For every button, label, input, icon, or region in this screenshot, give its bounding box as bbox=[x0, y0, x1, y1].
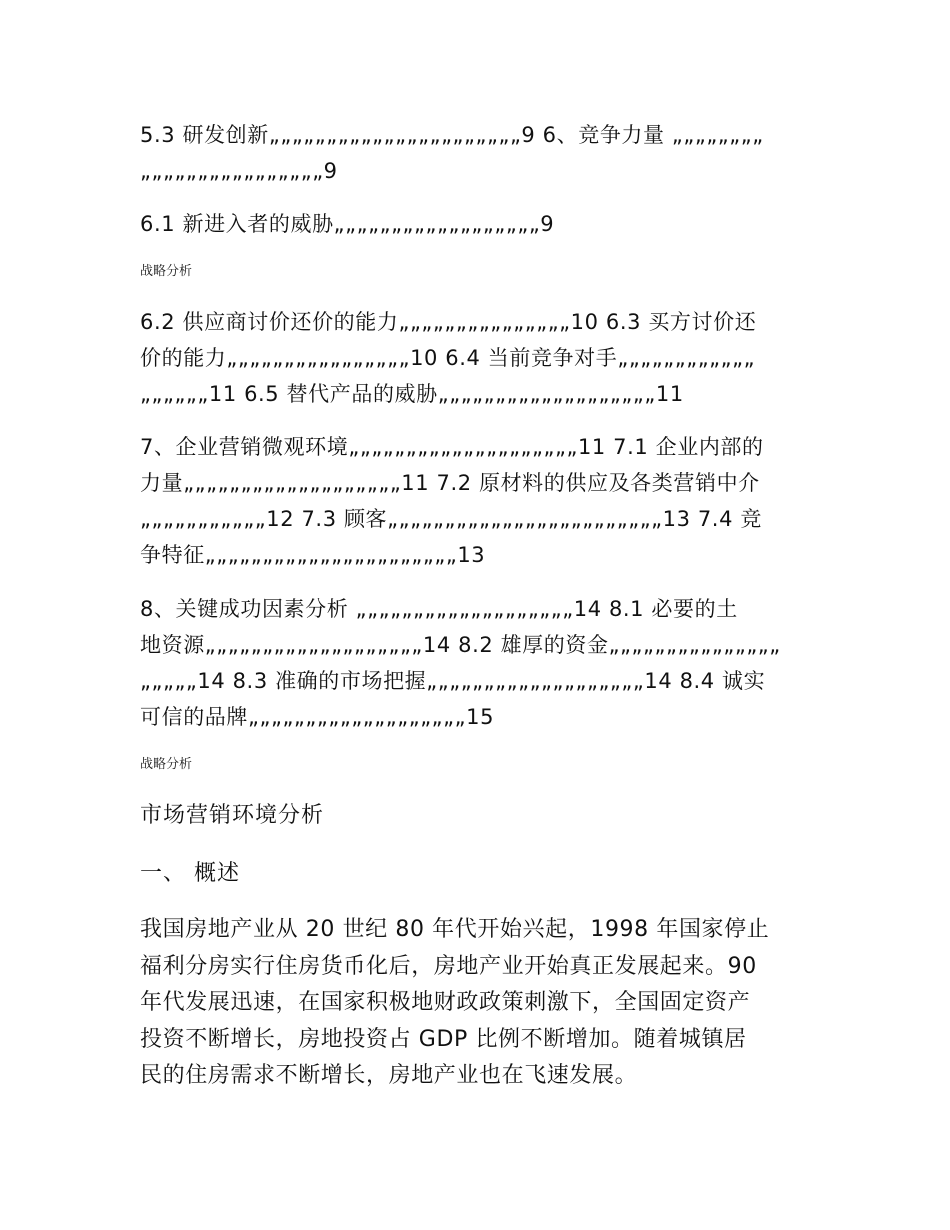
toc-line: 5.3 研发创新„„„„„„„„„„„„„„„„„„„„„„9 6、竞争力量 „„„„„„„„ bbox=[140, 123, 764, 147]
paragraph-line: 投资不断增长，房地投资占 GDP 比例不断增加。随着城镇居 bbox=[140, 1026, 747, 1052]
toc-line: 可信的品牌„„„„„„„„„„„„„„„„„„„15 bbox=[140, 705, 495, 729]
paragraph-line: 福利分房实行住房货币化后，房地产业开始真正发展起来。90 bbox=[140, 953, 757, 979]
paragraph-line: 我国房地产业从 20 世纪 80 年代开始兴起，1998 年国家停止 bbox=[140, 917, 770, 942]
toc-line: „„„„„„„„„„„12 7.3 顾客„„„„„„„„„„„„„„„„„„„„„„„„13 7.4 竞 bbox=[140, 507, 762, 531]
toc-entry-8 bbox=[140, 591, 812, 735]
toc-line: 8、关键成功因素分析 „„„„„„„„„„„„„„„„„„„14 8.1 必要的土 bbox=[140, 597, 738, 621]
toc-line: „„„„„14 8.3 准确的市场把握„„„„„„„„„„„„„„„„„„„14 8.4 诚实 bbox=[140, 669, 766, 693]
toc-entry-7 bbox=[140, 429, 812, 573]
toc-line: 6.1 新进入者的威胁„„„„„„„„„„„„„„„„„„9 bbox=[140, 212, 555, 236]
toc-line: 价的能力„„„„„„„„„„„„„„„„10 6.4 当前竞争对手„„„„„„„„„„„„ bbox=[140, 346, 756, 370]
toc-entry-5-3-to-6 bbox=[140, 117, 812, 189]
toc-entry-6-1 bbox=[140, 206, 812, 242]
paragraph-line: 民的住房需求不断增长，房地产业也在飞速发展。 bbox=[140, 1063, 638, 1088]
toc-line: 力量„„„„„„„„„„„„„„„„„„„11 7.2 原材料的供应及各类营销中介 bbox=[140, 471, 760, 495]
toc-line: 争特征„„„„„„„„„„„„„„„„„„„„„„13 bbox=[140, 543, 486, 567]
toc-line: 地资源„„„„„„„„„„„„„„„„„„„14 8.2 雄厚的资金„„„„„„„„„„„„„„„ bbox=[140, 633, 781, 657]
paragraph-line: 年代发展迅速，在国家积极地财政政策刺激下，全国固定资产 bbox=[140, 990, 751, 1015]
toc-line: „„„„„„„„„„„„„„„„9 bbox=[140, 159, 338, 183]
toc-line: „„„„„„11 6.5 替代产品的威胁„„„„„„„„„„„„„„„„„„„11 bbox=[140, 382, 684, 406]
section-title: 市场营销环境分析 bbox=[140, 803, 325, 828]
running-header: 战略分析 bbox=[140, 264, 193, 279]
body-paragraph bbox=[140, 912, 812, 1095]
running-header: 战略分析 bbox=[140, 757, 193, 772]
toc-line: 6.2 供应商讨价还价的能力„„„„„„„„„„„„„„„10 6.3 买方讨价还 bbox=[140, 310, 757, 334]
chapter-heading: 一、 概述 bbox=[140, 861, 240, 886]
toc-line: 7、企业营销微观环境„„„„„„„„„„„„„„„„„„„„11 7.1 企业内部的 bbox=[140, 435, 764, 459]
toc-entry-6-2-to-6-5 bbox=[140, 304, 812, 412]
